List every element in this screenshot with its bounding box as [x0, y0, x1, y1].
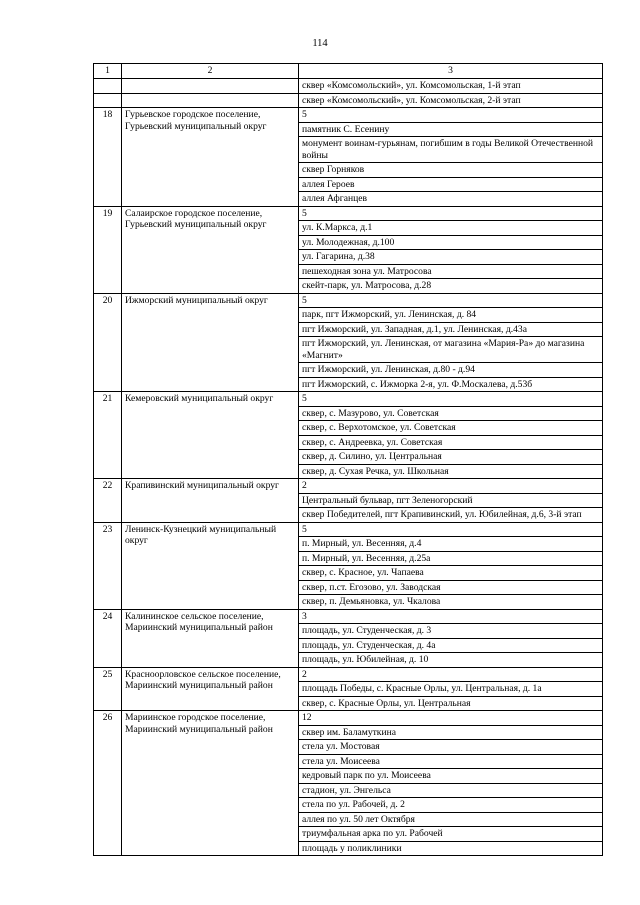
- place-cell: сквер «Комсомольский», ул. Комсомольская, 2-й этап: [299, 93, 603, 108]
- place-count-cell: 5: [299, 392, 603, 407]
- place-cell: пгт Ижморский, ул. Ленинская, д.80 - д.94: [299, 363, 603, 378]
- place-cell: сквер им. Баламуткина: [299, 725, 603, 740]
- row-number-cell: 23: [94, 522, 122, 609]
- place-cell: сквер, д. Силино, ул. Центральная: [299, 450, 603, 465]
- municipality-cell: Калининское сельское поселение, Мариинский муниципальный район: [122, 609, 299, 667]
- municipality-cell: Салаирское городское поселение, Гурьевский муниципальный округ: [122, 206, 299, 293]
- municipality-cell: Кемеровский муниципальный округ: [122, 392, 299, 479]
- place-cell: площадь, ул. Юбилейная, д. 10: [299, 653, 603, 668]
- place-cell: аллея Афганцев: [299, 192, 603, 207]
- row-number-cell: [94, 79, 122, 94]
- municipality-cell: Ижморский муниципальный округ: [122, 293, 299, 392]
- row-number-cell: 19: [94, 206, 122, 293]
- place-cell: пгт Ижморский, с. Ижморка 2-я, ул. Ф.Москалева, д.53б: [299, 377, 603, 392]
- municipality-cell: Крапивинский муниципальный округ: [122, 479, 299, 523]
- place-cell: пгт Ижморский, ул. Ленинская, от магазина «Мария-Ра» до магазина «Магнит»: [299, 337, 603, 363]
- place-cell: памятник С. Есенину: [299, 122, 603, 137]
- place-cell: сквер, с. Верхотомское, ул. Советская: [299, 421, 603, 436]
- place-cell: Центральный бульвар, пгт Зеленогорский: [299, 493, 603, 508]
- place-cell: стадион, ул. Энгельса: [299, 783, 603, 798]
- table-row: [94, 93, 603, 108]
- place-cell: сквер, п.ст. Егозово, ул. Заводская: [299, 580, 603, 595]
- place-cell: сквер, с. Красные Орлы, ул. Центральная: [299, 696, 603, 711]
- place-cell: аллея Героев: [299, 177, 603, 192]
- place-count-cell: 5: [299, 293, 603, 308]
- place-cell: триумфальная арка по ул. Рабочей: [299, 827, 603, 842]
- place-cell: стела ул. Мостовая: [299, 740, 603, 755]
- place-count-cell: 3: [299, 609, 603, 624]
- place-count-cell: 5: [299, 206, 603, 221]
- table-row: [94, 522, 603, 537]
- row-number-cell: 24: [94, 609, 122, 667]
- place-cell: сквер Победителей, пгт Крапивинский, ул. Юбилейная, д.6, 3-й этап: [299, 508, 603, 523]
- municipality-cell: [122, 93, 299, 108]
- place-cell: площадь Победы, с. Красные Орлы, ул. Центральная, д. 1а: [299, 682, 603, 697]
- row-number-cell: 22: [94, 479, 122, 523]
- table-row: [94, 293, 603, 308]
- place-cell: кедровый парк по ул. Моисеева: [299, 769, 603, 784]
- place-cell: сквер, с. Мазурово, ул. Советская: [299, 406, 603, 421]
- place-cell: п. Мирный, ул. Весенняя, д.4: [299, 537, 603, 552]
- place-cell: пгт Ижморский, ул. Западная, д.1, ул. Ленинская, д.43а: [299, 322, 603, 337]
- place-cell: п. Мирный, ул. Весенняя, д.25а: [299, 551, 603, 566]
- column-header-2: 2: [122, 64, 299, 79]
- table-row: [94, 392, 603, 407]
- place-cell: сквер Горняков: [299, 163, 603, 178]
- place-count-cell: 5: [299, 522, 603, 537]
- row-number-cell: 25: [94, 667, 122, 711]
- row-number-cell: [94, 93, 122, 108]
- municipality-cell: [122, 79, 299, 94]
- place-count-cell: 12: [299, 711, 603, 726]
- table-row: [94, 479, 603, 494]
- place-cell: площадь у поликлиники: [299, 841, 603, 856]
- row-number-cell: 21: [94, 392, 122, 479]
- municipality-cell: Краснoорловское сельское поселение, Мариинский муниципальный район: [122, 667, 299, 711]
- place-cell: площадь, ул. Студенческая, д. 4а: [299, 638, 603, 653]
- municipality-cell: Мариинское городское поселение, Мариинский муниципальный район: [122, 711, 299, 856]
- improvement-sites-table: [93, 63, 603, 856]
- table-body: [94, 64, 603, 856]
- page-number: 114: [312, 38, 328, 49]
- place-cell: сквер, с. Андреевка, ул. Советская: [299, 435, 603, 450]
- place-cell: скейт-парк, ул. Матросова, д.28: [299, 279, 603, 294]
- place-cell: пешеходная зона ул. Матросова: [299, 264, 603, 279]
- place-cell: сквер, п. Демьяновка, ул. Чкалова: [299, 595, 603, 610]
- place-cell: стела по ул. Рабочей, д. 2: [299, 798, 603, 813]
- place-cell: стела ул. Моисеева: [299, 754, 603, 769]
- row-number-cell: 20: [94, 293, 122, 392]
- place-cell: сквер, с. Красное, ул. Чапаева: [299, 566, 603, 581]
- place-cell: ул. К.Маркса, д.1: [299, 221, 603, 236]
- place-cell: сквер, д. Сухая Речка, ул. Школьная: [299, 464, 603, 479]
- place-cell: ул. Молодежная, д.100: [299, 235, 603, 250]
- place-count-cell: 2: [299, 667, 603, 682]
- table-row: [94, 206, 603, 221]
- row-number-cell: 18: [94, 108, 122, 207]
- table-row: [94, 609, 603, 624]
- place-cell: монумент воинам-гурьянам, погибшим в годы Великой Отечественной войны: [299, 137, 603, 163]
- place-count-cell: 2: [299, 479, 603, 494]
- place-cell: площадь, ул. Студенческая, д. 3: [299, 624, 603, 639]
- place-count-cell: 5: [299, 108, 603, 123]
- table-header-row: [94, 64, 603, 79]
- table-row: [94, 667, 603, 682]
- table-row: [94, 79, 603, 94]
- municipality-cell: Ленинск-Кузнецкий муниципальный округ: [122, 522, 299, 609]
- table-row: [94, 108, 603, 123]
- place-cell: парк, пгт Ижморский, ул. Ленинская, д. 84: [299, 308, 603, 323]
- place-cell: аллея по ул. 50 лет Октября: [299, 812, 603, 827]
- place-cell: сквер «Комсомольский», ул. Комсомольская, 1-й этап: [299, 79, 603, 94]
- place-cell: ул. Гагарина, д.38: [299, 250, 603, 265]
- column-header-1: 1: [94, 64, 122, 79]
- column-header-3: 3: [299, 64, 603, 79]
- table-row: [94, 711, 603, 726]
- municipality-cell: Гурьевское городское поселение, Гурьевский муниципальный округ: [122, 108, 299, 207]
- row-number-cell: 26: [94, 711, 122, 856]
